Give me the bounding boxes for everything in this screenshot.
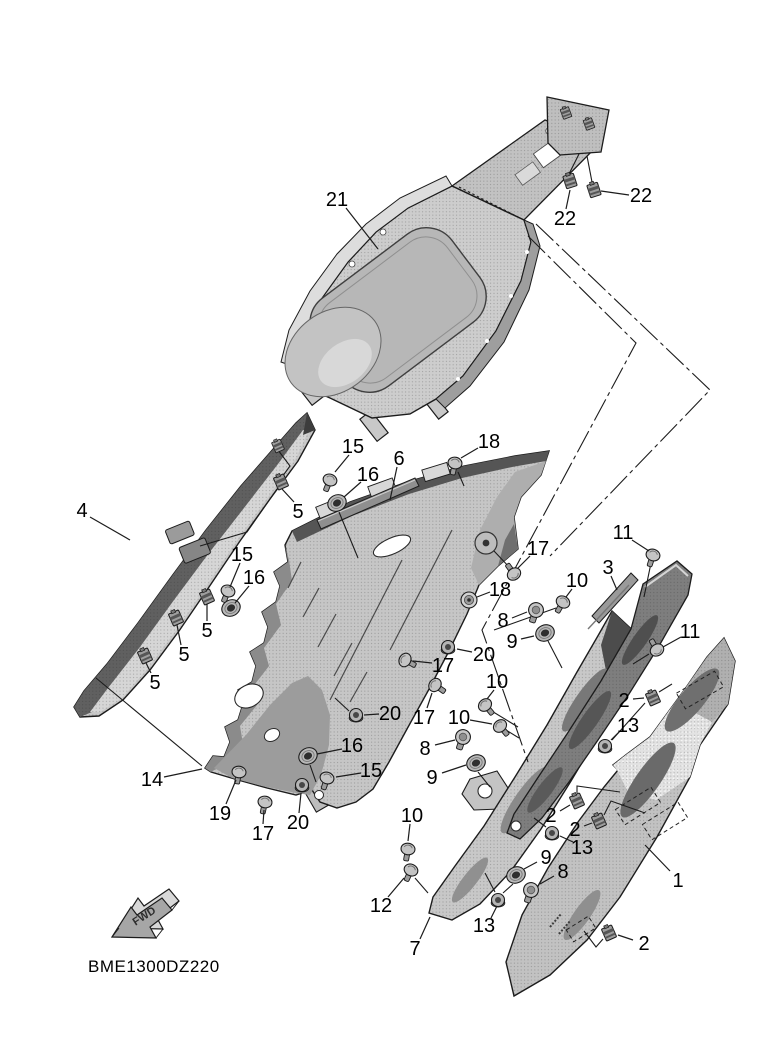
callout-22 bbox=[601, 185, 652, 207]
callout-leader-line bbox=[427, 693, 432, 708]
fastener-screw-icon bbox=[319, 472, 339, 494]
callout-number: 16 bbox=[242, 567, 266, 589]
leader-line bbox=[659, 684, 672, 692]
callout-19 bbox=[209, 780, 236, 825]
callout-number: 8 bbox=[419, 738, 431, 760]
fastener-screw-icon bbox=[551, 593, 572, 615]
callout-10 bbox=[401, 805, 423, 841]
callout-number: 1 bbox=[672, 870, 684, 892]
fastener-nut-icon bbox=[545, 827, 559, 841]
fwd-arrow bbox=[112, 889, 179, 938]
callout-leader-line bbox=[663, 637, 681, 647]
callout-5 bbox=[201, 604, 212, 642]
callout-leader-line bbox=[442, 765, 466, 773]
callout-20 bbox=[457, 644, 495, 666]
callout-13 bbox=[611, 715, 639, 740]
callout-number: 13 bbox=[616, 715, 640, 737]
leader-line bbox=[587, 156, 592, 182]
callout-number: 19 bbox=[208, 803, 232, 825]
callout-number: 2 bbox=[569, 819, 581, 841]
fastener-nut-icon bbox=[598, 740, 612, 754]
callout-leader-line bbox=[457, 649, 472, 652]
callout-number: 20 bbox=[286, 812, 310, 834]
fastener-screw-icon bbox=[399, 842, 416, 862]
callout-leader-line bbox=[420, 917, 430, 939]
callout-10 bbox=[566, 570, 588, 597]
callout-number: 3 bbox=[602, 557, 614, 579]
callout-number: 8 bbox=[557, 861, 569, 883]
callout-2 bbox=[618, 933, 650, 955]
callout-8 bbox=[419, 738, 455, 760]
fwd-label: FWD bbox=[130, 904, 159, 929]
callout-number: 17 bbox=[412, 707, 436, 729]
fastener-screw-icon bbox=[476, 696, 498, 719]
callout-number: 10 bbox=[400, 805, 424, 827]
callout-number: 14 bbox=[140, 769, 164, 791]
callout-leader-line bbox=[512, 612, 527, 618]
callout-leader-line bbox=[299, 793, 301, 813]
callout-number: 5 bbox=[292, 501, 304, 523]
callout-number: 12 bbox=[369, 895, 393, 917]
callout-7 bbox=[409, 917, 430, 960]
callout-number: 15 bbox=[230, 544, 254, 566]
leader-line bbox=[503, 884, 513, 893]
callout-number: 17 bbox=[526, 538, 550, 560]
callout-number: 17 bbox=[431, 655, 455, 677]
diagram-code: BME1300DZ220 bbox=[88, 957, 220, 976]
callout-number: 16 bbox=[356, 464, 380, 486]
callout-18 bbox=[461, 431, 500, 458]
callout-number: 4 bbox=[76, 500, 88, 522]
callout-2 bbox=[545, 805, 570, 827]
callout-number: 11 bbox=[612, 522, 634, 544]
fastener-grommet-icon bbox=[464, 752, 488, 774]
callout-number: 9 bbox=[506, 631, 518, 653]
callout-number: 10 bbox=[565, 570, 589, 592]
callout-number: 22 bbox=[629, 185, 653, 207]
callout-number: 16 bbox=[340, 735, 364, 757]
tray-bracket bbox=[547, 97, 609, 155]
callout-number: 2 bbox=[545, 805, 557, 827]
fastener-nut-icon bbox=[441, 641, 455, 655]
callout-leader-line bbox=[226, 780, 236, 804]
callout-22 bbox=[554, 190, 576, 230]
callout-leader-line bbox=[633, 698, 644, 699]
fastener-washer-icon bbox=[461, 592, 477, 608]
callout-8 bbox=[497, 610, 527, 632]
callout-number: 13 bbox=[570, 837, 594, 859]
callout-number: 10 bbox=[485, 671, 509, 693]
fastener-bolt-icon bbox=[525, 601, 545, 625]
callout-number: 20 bbox=[472, 644, 496, 666]
callout-leader-line bbox=[632, 540, 649, 551]
callout-number: 8 bbox=[497, 610, 509, 632]
callout-number: 5 bbox=[201, 620, 213, 642]
fastener-clip-icon bbox=[569, 791, 585, 809]
callout-leader-line bbox=[618, 935, 633, 940]
fastener-clip-icon bbox=[601, 923, 617, 941]
callout-leader-line bbox=[601, 191, 629, 195]
callout-9 bbox=[426, 765, 466, 789]
callout-9 bbox=[524, 847, 552, 869]
callout-13 bbox=[473, 906, 497, 937]
callout-number: 11 bbox=[679, 621, 701, 643]
callout-leader-line bbox=[461, 448, 478, 458]
callout-20 bbox=[287, 793, 309, 834]
callout-5 bbox=[146, 663, 161, 694]
fastener-nut-icon bbox=[295, 779, 309, 793]
callout-number: 18 bbox=[477, 431, 501, 453]
callout-leader-line bbox=[435, 740, 455, 745]
callout-leader-line bbox=[524, 862, 537, 869]
callout-5 bbox=[282, 489, 304, 523]
callout-number: 9 bbox=[540, 847, 552, 869]
leader-line bbox=[548, 641, 562, 668]
callout-leader-line bbox=[645, 845, 670, 871]
callout-11 bbox=[613, 522, 649, 551]
callout-leader-line bbox=[164, 769, 202, 777]
fastener-grommet-icon bbox=[533, 622, 557, 644]
callout-number: 18 bbox=[488, 579, 512, 601]
callout-3 bbox=[602, 557, 617, 590]
callout-number: 21 bbox=[325, 189, 349, 211]
fastener-screw-icon bbox=[491, 717, 513, 740]
fastener-bolt-icon bbox=[452, 728, 472, 752]
callout-number: 15 bbox=[341, 436, 365, 458]
callout-number: 9 bbox=[426, 767, 438, 789]
callout-9 bbox=[506, 631, 534, 653]
callout-number: 10 bbox=[447, 707, 471, 729]
callout-number: 15 bbox=[359, 760, 383, 782]
fastener-screw-icon bbox=[643, 547, 662, 568]
callout-17 bbox=[252, 810, 274, 845]
fastener-clip-icon bbox=[645, 688, 661, 706]
callout-leader-line bbox=[470, 720, 492, 724]
callout-number: 22 bbox=[553, 208, 577, 230]
callout-number: 17 bbox=[251, 823, 275, 845]
fastener-clip-icon bbox=[586, 180, 601, 198]
callout-number: 20 bbox=[378, 703, 402, 725]
callout-number: 2 bbox=[618, 690, 630, 712]
callout-number: 5 bbox=[149, 672, 161, 694]
callout-leader-line bbox=[566, 190, 570, 209]
callout-17 bbox=[518, 538, 549, 568]
fastener-nut-icon bbox=[491, 894, 505, 908]
callout-number: 2 bbox=[638, 933, 650, 955]
callout-16 bbox=[235, 567, 265, 603]
callout-12 bbox=[370, 878, 404, 917]
callout-leader-line bbox=[560, 805, 570, 811]
leader-line bbox=[415, 878, 428, 893]
callout-14 bbox=[141, 769, 202, 791]
callout-leader-line bbox=[521, 636, 534, 639]
callout-number: 7 bbox=[409, 938, 421, 960]
callout-number: 6 bbox=[393, 448, 405, 470]
fastener-nut-icon bbox=[349, 709, 363, 723]
callout-number: 5 bbox=[178, 644, 190, 666]
callout-leader-line bbox=[230, 563, 240, 587]
callout-leader-line bbox=[90, 517, 130, 540]
callout-1 bbox=[645, 845, 684, 892]
part-21-inner-tray bbox=[267, 97, 609, 441]
callout-4 bbox=[76, 500, 130, 540]
relation-line bbox=[536, 224, 710, 556]
callout-number: 13 bbox=[472, 915, 496, 937]
